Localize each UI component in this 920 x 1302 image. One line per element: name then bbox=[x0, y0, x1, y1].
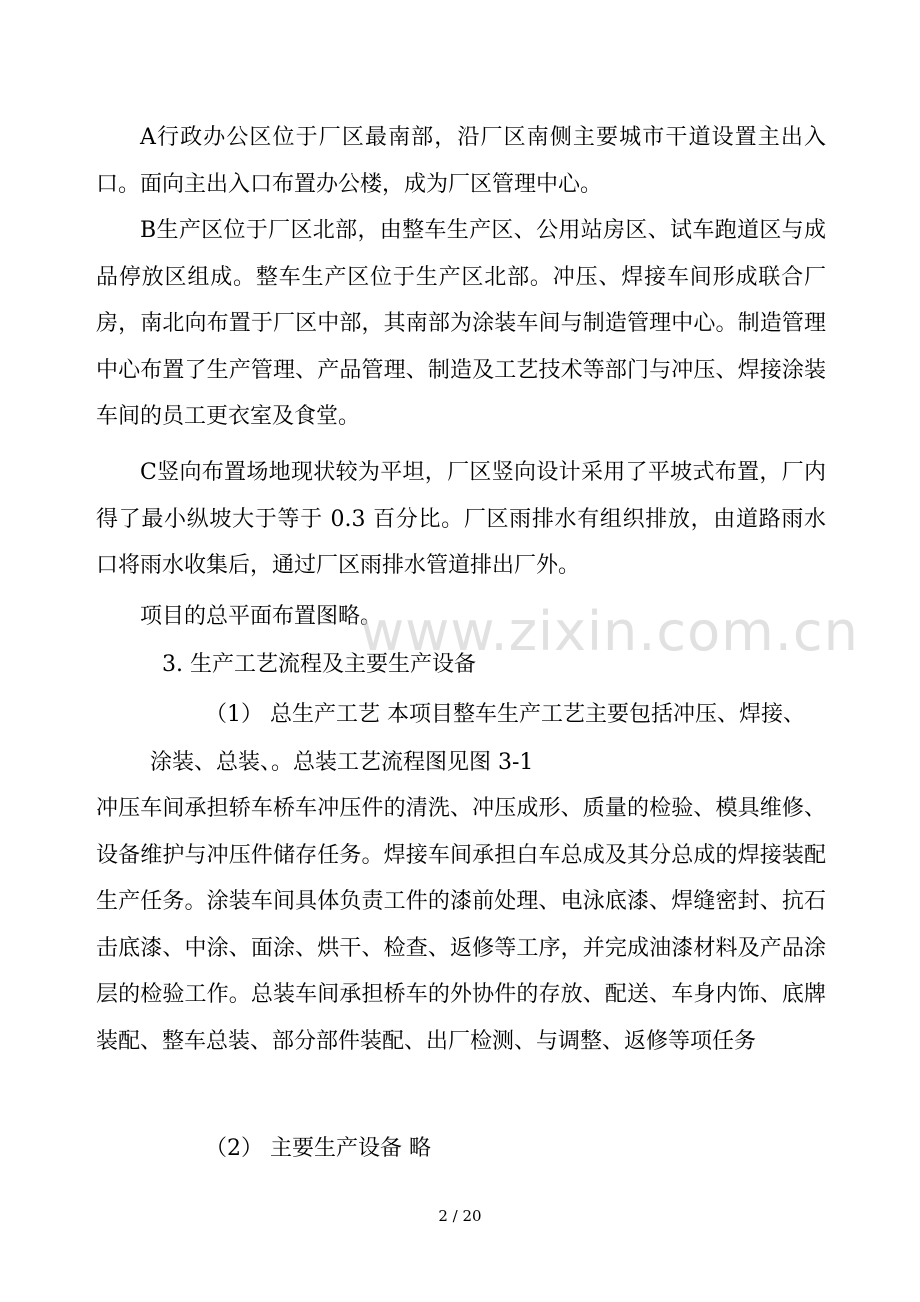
subsection-2: （2） 主要生产设备 略 bbox=[205, 1136, 431, 1161]
page-number: 2 / 20 bbox=[438, 1207, 482, 1225]
subsection-1-line-2: 涂装、总装、。总装工艺流程图见图 3-1 bbox=[150, 750, 534, 775]
paragraph-vertical-layout: C竖向布置场地现状较为平坦，厂区竖向设计采用了平坡式布置，厂内得了最小纵坡大于等于 0.3 百分比。厂区雨排水有组织排放，由道路雨水口将雨水收集后，通过厂区雨排水管道排出厂外。 bbox=[96, 460, 826, 578]
section-heading: 3. 生产工艺流程及主要生产设备 bbox=[162, 652, 476, 677]
paragraph-workshops: 冲压车间承担轿车桥车冲压件的清洗、冲压成形、质量的检验、模具维修、设备维护与冲压件储存任务。焊接车间承担白车总成及其分总成的焊接装配生产任务。涂装车间具体负责工件的漆前处理、电泳底漆、焊缝密封、抗石击底漆、中涂、面涂、烘干、检查、返修等工序，并完成油漆材料及产品涂层的检验工作。总装车间承担桥车的外协件的存放、配送、车身内饰、底牌装配、整车总装、部分部件装配、出厂检测、与调整、返修等项任务 bbox=[96, 796, 826, 1054]
paragraph-production-area: B生产区位于厂区北部，由整车生产区、公用站房区、试车跑道区与成品停放区组成。整车生产区位于生产区北部。冲压、焊接车间形成联合厂房，南北向布置于厂区中部，其南部为涂装车间与制造管理中心。制造管理中心布置了生产管理、产品管理、制造及工艺技术等部门与冲压、焊接涂装车间的员工更衣室及食堂。 bbox=[96, 218, 826, 429]
watermark: www.zixin.com.cn bbox=[360, 600, 859, 663]
paragraph-site-plan: 项目的总平面布置图略。 bbox=[140, 604, 383, 629]
paragraph-admin-area: A行政办公区位于厂区最南部，沿厂区南侧主要城市干道设置主出入口。面向主出入口布置办公楼，成为厂区管理中心。 bbox=[96, 125, 826, 197]
subsection-1-line-1: （1） 总生产工艺 本项目整车生产工艺主要包括冲压、焊接、 bbox=[205, 702, 805, 727]
